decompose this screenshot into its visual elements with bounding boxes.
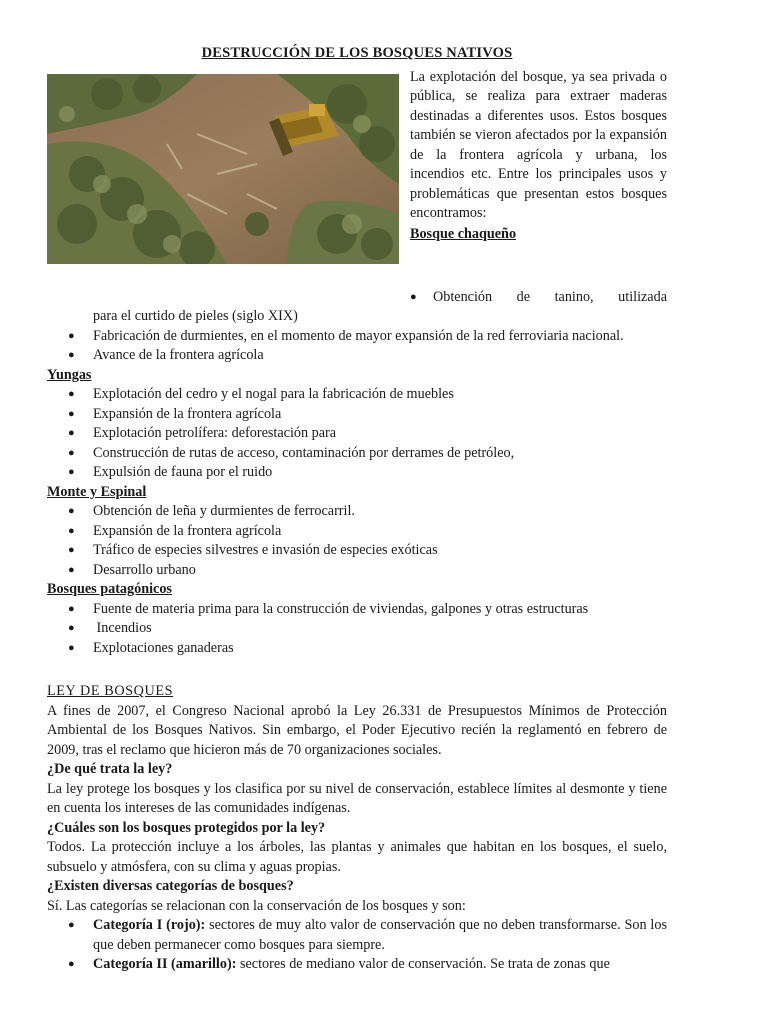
- heading-bosques-patagonicos: Bosques patagónicos: [47, 581, 172, 597]
- monte-list: [47, 502, 667, 580]
- chaco-list: [47, 327, 667, 366]
- list-item: ● Incendios: [47, 619, 667, 639]
- yungas-list: [47, 385, 667, 483]
- list-item: ● Fuente de materia prima para la construcción de viviendas, galpones y otras estructuras: [47, 600, 667, 620]
- category-text: sectores de muy alto valor de conservación que no deben transformarse. Son los que deben permanecer como bosques para siempre.: [93, 917, 667, 953]
- deforestation-photo: [47, 74, 399, 264]
- spacer: [47, 658, 667, 682]
- list-item: ● Tráfico de especies silvestres e invasión de especies exóticas: [47, 541, 667, 561]
- list-item: ● Expansión de la frontera agrícola: [47, 405, 667, 425]
- list-item: ● Explotación petrolífera: deforestación para: [47, 424, 667, 444]
- heading-yungas: Yungas: [47, 366, 92, 383]
- question-1: ¿De qué trata la ley?: [47, 761, 173, 777]
- list-item: ● Fabricación de durmientes, en el momento de mayor expansión de la red ferroviaria nacional.: [47, 327, 667, 347]
- document-title: DESTRUCCIÓN DE LOS BOSQUES NATIVOS: [201, 45, 513, 61]
- answer-3: Sí. Las categorías se relacionan con la conservación de los bosques y son:: [47, 897, 466, 914]
- list-item: ● Explotaciones ganaderas: [47, 639, 667, 659]
- chaco-item-1-line1: ● Obtención de tanino, utilizada: [25, 288, 667, 308]
- list-item: ● Expansión de la frontera agrícola: [47, 522, 667, 542]
- list-item: ● Avance de la frontera agrícola: [47, 346, 667, 366]
- heading-monte-espinal: Monte y Espinal: [47, 483, 147, 500]
- ley-intro: A fines de 2007, el Congreso Nacional aprobó la Ley 26.331 de Presupuestos Mínimos de Protección Ambiental de los Bosques Nativos. Sin embargo, el Poder Ejecutivo recién la reglamentó en febrero de 2009, tras el reclamo que hicieron más de 70 organizaciones sociales.: [47, 702, 667, 758]
- intro-column: [410, 68, 667, 245]
- list-item: ● Desarrollo urbano: [47, 561, 667, 581]
- heading-bosque-chaqueno: Bosque chaqueño: [410, 225, 517, 242]
- question-2: ¿Cuáles son los bosques protegidos por la ley?: [47, 819, 326, 836]
- chaco-item-1-line2: para el curtido de pieles (siglo XIX): [93, 308, 298, 324]
- intro-paragraph: La explotación del bosque, ya sea privada o pública, se realiza para extraer maderas destinadas a diferentes usos. Estos bosques también se vieron afectados por la expansión de la frontera agrícola y urbana, los incendios etc. Entre los principales usos y problemáticas que presentan estos bosques encontramos:: [410, 68, 667, 221]
- bulldozer-forest-image: [47, 74, 399, 264]
- question-3: ¿Existen diversas categorías de bosques?: [47, 878, 294, 894]
- document-page: [47, 44, 667, 975]
- answer-1: La ley protege los bosques y los clasifica por su nivel de conservación, establece límites al desmonte y tiene en cuenta los intereses de las comunidades indígenas.: [47, 780, 667, 816]
- patagonia-list: [47, 600, 667, 659]
- category-item: [47, 916, 667, 955]
- list-item: ● Construcción de rutas de acceso, contaminación por derrames de petróleo,: [47, 444, 667, 464]
- category-text: sectores de mediano valor de conservación. Se trata de zonas que: [236, 956, 610, 972]
- category-item: [47, 955, 667, 975]
- list-item: ● Expulsión de fauna por el ruido: [47, 463, 667, 483]
- answer-2: Todos. La protección incluye a los árboles, las plantas y animales que habitan en los bosques, el suelo, subsuelo y atmósfera, con su clima y aguas propias.: [47, 839, 667, 875]
- category-label: Categoría II (amarillo):: [93, 956, 237, 972]
- list-item: ● Obtención de leña y durmientes de ferrocarril.: [47, 502, 667, 522]
- section-title-ley: LEY DE BOSQUES: [47, 683, 174, 699]
- intro-row: [47, 68, 667, 290]
- category-label: Categoría I (rojo):: [93, 917, 206, 933]
- categories-list: [47, 916, 667, 975]
- list-item: ● Explotación del cedro y el nogal para la fabricación de muebles: [47, 385, 667, 405]
